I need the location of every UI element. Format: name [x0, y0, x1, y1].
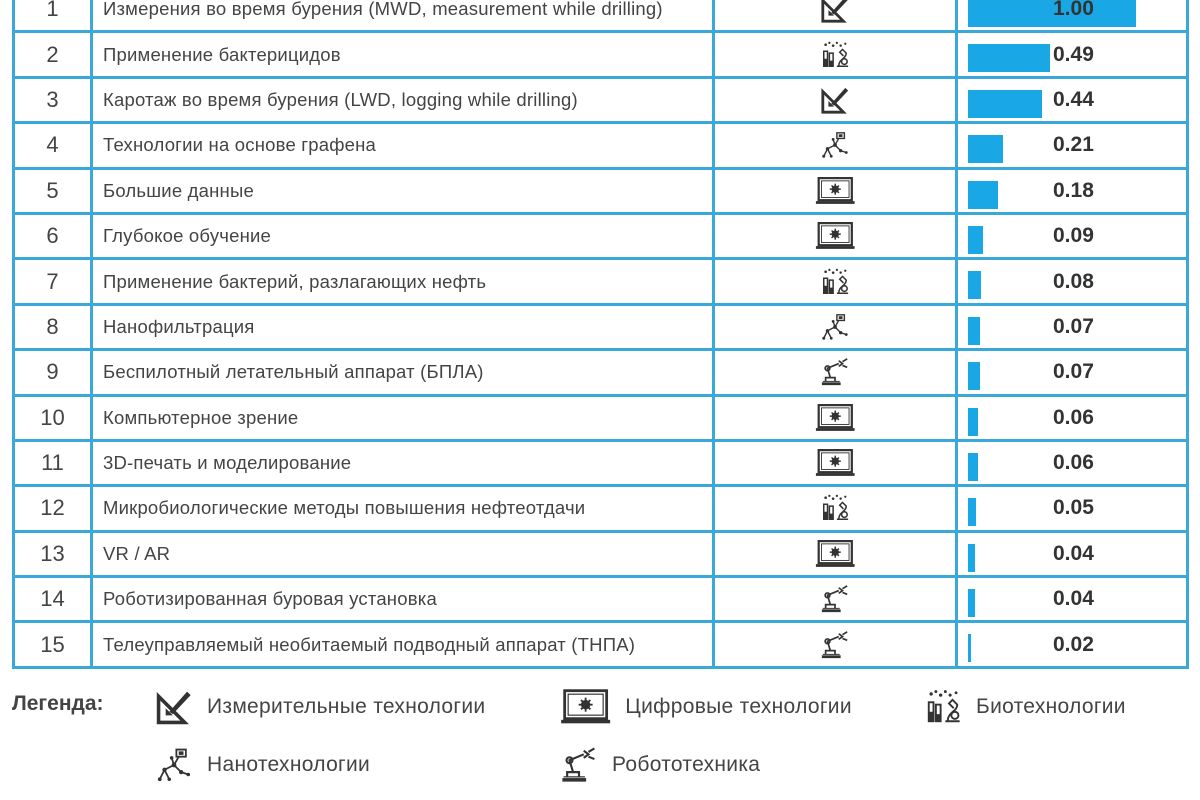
value-cell [958, 306, 1189, 348]
value-cell [958, 397, 1189, 439]
table-row [12, 487, 1189, 532]
table-row [12, 124, 1189, 169]
value-cell [958, 0, 1189, 30]
category-cell [715, 487, 958, 529]
value-bar [968, 544, 975, 572]
legend-label: Робототехника [612, 753, 761, 776]
rank-number: 12 [12, 487, 93, 529]
category-cell [715, 623, 958, 665]
robot-arm-icon [820, 630, 850, 660]
table-row [12, 215, 1189, 260]
robot-arm-icon [560, 746, 598, 784]
table-row [12, 442, 1189, 487]
technology-name: Большие данные [93, 170, 715, 212]
rank-number: 11 [12, 442, 93, 484]
value-cell [958, 442, 1189, 484]
technology-name: 3D-печать и моделирование [93, 442, 715, 484]
value-bar [968, 589, 975, 617]
value-cell [958, 215, 1189, 257]
value-cell [958, 33, 1189, 75]
category-cell [715, 533, 958, 575]
nano-network-icon [820, 312, 850, 342]
category-cell [715, 397, 958, 439]
nano-network-icon [820, 130, 850, 160]
rank-number: 13 [12, 533, 93, 575]
category-cell [715, 578, 958, 620]
value-cell [958, 170, 1189, 212]
rank-number: 10 [12, 397, 93, 439]
category-cell [715, 215, 958, 257]
value-label: 0.49 [1053, 42, 1094, 66]
legend-item-measurement [155, 688, 485, 726]
table-row [12, 306, 1189, 351]
value-bar [968, 0, 1136, 27]
category-cell [715, 0, 958, 30]
microscope-icon [820, 267, 850, 297]
table-row [12, 397, 1189, 442]
value-label: 0.02 [1053, 632, 1094, 656]
category-cell [715, 351, 958, 393]
legend-label: Нанотехнологии [207, 753, 371, 776]
technology-name: Телеуправляемый необитаемый подводный аппарат (ТНПА) [93, 623, 715, 665]
technology-name: Глубокое обучение [93, 215, 715, 257]
robot-arm-icon [820, 584, 850, 614]
value-cell [958, 533, 1189, 575]
value-label: 0.07 [1053, 360, 1094, 384]
value-label: 0.21 [1053, 133, 1094, 157]
value-bar [968, 44, 1050, 72]
table-row [12, 260, 1189, 305]
value-cell [958, 351, 1189, 393]
value-cell [958, 260, 1189, 302]
microscope-icon [820, 40, 850, 70]
legend-item-nano [155, 746, 370, 784]
value-label: 0.18 [1053, 178, 1094, 202]
nano-network-icon [155, 746, 193, 784]
technology-name: Компьютерное зрение [93, 397, 715, 439]
laptop-gear-icon [815, 448, 856, 478]
legend-item-robotics [560, 746, 760, 784]
table-row [12, 623, 1189, 668]
technology-ranking-table [12, 0, 1189, 669]
legend-label: Измерительные технологии [207, 695, 486, 718]
microscope-icon [820, 493, 850, 523]
table-row [12, 578, 1189, 623]
value-label: 0.06 [1053, 451, 1094, 475]
rank-number: 4 [12, 124, 93, 166]
value-label: 0.07 [1053, 314, 1094, 338]
rank-number: 1 [12, 0, 93, 30]
technology-name: VR / AR [93, 533, 715, 575]
technology-name: Беспилотный летательный аппарат (БПЛА) [93, 351, 715, 393]
ruler-triangle-icon [155, 688, 193, 726]
rank-number: 6 [12, 215, 93, 257]
value-bar [968, 271, 981, 299]
value-label: 0.44 [1053, 87, 1094, 111]
category-cell [715, 124, 958, 166]
legend-label: Биотехнологии [976, 695, 1126, 718]
technology-name: Применение бактерицидов [93, 33, 715, 75]
rank-number: 5 [12, 170, 93, 212]
value-label: 0.08 [1053, 269, 1094, 293]
laptop-gear-icon [815, 539, 856, 569]
value-cell [958, 124, 1189, 166]
ruler-triangle-icon [820, 0, 850, 24]
value-cell [958, 623, 1189, 665]
value-label: 0.05 [1053, 496, 1094, 520]
category-cell [715, 170, 958, 212]
value-cell [958, 79, 1189, 121]
value-bar [968, 135, 1003, 163]
legend-title: Легенда: [12, 692, 104, 715]
value-bar [968, 181, 998, 209]
value-bar [968, 226, 983, 254]
ruler-triangle-icon [820, 85, 850, 115]
technology-name: Измерения во время бурения (MWD, measurement while drilling) [93, 0, 715, 30]
technology-name: Нанофильтрация [93, 306, 715, 348]
robot-arm-icon [820, 357, 850, 387]
rank-number: 14 [12, 578, 93, 620]
value-cell [958, 578, 1189, 620]
category-cell [715, 442, 958, 484]
technology-name: Роботизированная буровая установка [93, 578, 715, 620]
rank-number: 8 [12, 306, 93, 348]
technology-name: Технологии на основе графена [93, 124, 715, 166]
category-cell [715, 33, 958, 75]
rank-number: 7 [12, 260, 93, 302]
technology-name: Каротаж во время бурения (LWD, logging while drilling) [93, 79, 715, 121]
rank-number: 2 [12, 33, 93, 75]
table-row [12, 79, 1189, 124]
category-cell [715, 306, 958, 348]
technology-name: Микробиологические методы повышения нефтеотдачи [93, 487, 715, 529]
value-label: 1.00 [1053, 0, 1094, 21]
value-label: 0.04 [1053, 587, 1094, 611]
value-cell [958, 487, 1189, 529]
table-row [12, 170, 1189, 215]
value-label: 0.04 [1053, 541, 1094, 565]
rank-number: 3 [12, 79, 93, 121]
value-bar [968, 453, 978, 481]
technology-name: Применение бактерий, разлагающих нефть [93, 260, 715, 302]
rank-number: 15 [12, 623, 93, 665]
legend-item-bio [924, 688, 1126, 726]
laptop-gear-icon [560, 688, 611, 726]
rank-number: 9 [12, 351, 93, 393]
value-bar [968, 498, 976, 526]
table-row [12, 351, 1189, 396]
microscope-icon [924, 688, 962, 726]
legend-label: Цифровые технологии [625, 695, 852, 718]
value-label: 0.09 [1053, 224, 1094, 248]
table-row [12, 0, 1189, 33]
table-row [12, 533, 1189, 578]
value-bar [968, 362, 980, 390]
value-bar [968, 408, 978, 436]
value-bar [968, 317, 980, 345]
laptop-gear-icon [815, 221, 856, 251]
value-bar [968, 90, 1042, 118]
value-label: 0.06 [1053, 405, 1094, 429]
category-cell [715, 260, 958, 302]
laptop-gear-icon [815, 176, 856, 206]
table-row [12, 33, 1189, 78]
legend-item-digital [560, 688, 852, 726]
laptop-gear-icon [815, 403, 856, 433]
legend [12, 680, 1192, 800]
category-cell [715, 79, 958, 121]
value-bar [968, 634, 971, 662]
